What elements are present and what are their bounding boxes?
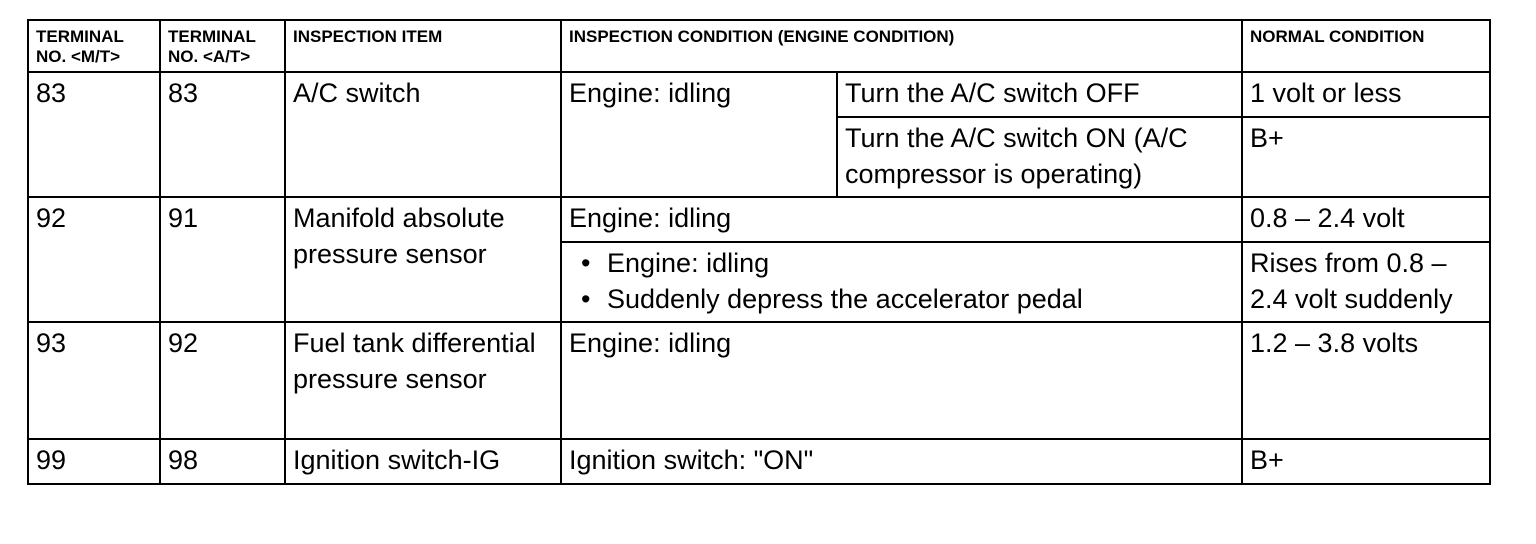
ftp-condition: Engine: idling bbox=[561, 322, 1242, 439]
ac-terminal-mt: 83 bbox=[28, 72, 160, 197]
ftp-terminal-mt: 93 bbox=[28, 322, 160, 439]
ig-inspection-item: Ignition switch-IG bbox=[285, 439, 561, 484]
list-item-text: Engine: idling bbox=[607, 248, 770, 278]
table-row-ac-switch-off bbox=[28, 72, 1490, 117]
list-item bbox=[569, 245, 1235, 281]
ac-on-normal: B+ bbox=[1242, 117, 1490, 197]
list-item-text: Suddenly depress the accelerator pedal bbox=[607, 284, 1083, 314]
header-terminal-at: TERMINAL NO. <A/T> bbox=[160, 20, 285, 72]
table-row-map-idle bbox=[28, 197, 1490, 242]
header-row bbox=[28, 20, 1490, 72]
map-idle-condition: Engine: idling bbox=[561, 197, 1242, 242]
map-terminal-at: 91 bbox=[160, 197, 285, 322]
bullet-icon: • bbox=[581, 248, 591, 278]
ftp-inspection-item: Fuel tank differential pressure sensor bbox=[285, 322, 561, 439]
header-normal-condition: NORMAL CONDITION bbox=[1242, 20, 1490, 72]
ig-terminal-at: 98 bbox=[160, 439, 285, 484]
table-row-fuel-tank-sensor bbox=[28, 322, 1490, 439]
ig-normal: B+ bbox=[1242, 439, 1490, 484]
ac-terminal-at: 83 bbox=[160, 72, 285, 197]
ig-condition: Ignition switch: "ON" bbox=[561, 439, 1242, 484]
ac-off-condition: Turn the A/C switch OFF bbox=[837, 72, 1242, 117]
map-terminal-mt: 92 bbox=[28, 197, 160, 322]
map-accel-condition bbox=[561, 242, 1242, 322]
header-inspection-condition: INSPECTION CONDITION (ENGINE CONDITION) bbox=[561, 20, 1242, 72]
header-terminal-mt: TERMINAL NO. <M/T> bbox=[28, 20, 160, 72]
ac-engine-condition: Engine: idling bbox=[561, 72, 837, 197]
bullet-icon: • bbox=[581, 284, 591, 314]
ftp-normal: 1.2 – 3.8 volts bbox=[1242, 322, 1490, 439]
list-item bbox=[569, 281, 1235, 317]
header-inspection-item: INSPECTION ITEM bbox=[285, 20, 561, 72]
map-accel-normal: Rises from 0.8 – 2.4 volt suddenly bbox=[1242, 242, 1490, 322]
ac-on-condition: Turn the A/C switch ON (A/C compressor is operating) bbox=[837, 117, 1242, 197]
ftp-terminal-at: 92 bbox=[160, 322, 285, 439]
map-inspection-item: Manifold absolute pressure sensor bbox=[285, 197, 561, 322]
table-row-ignition-switch bbox=[28, 439, 1490, 484]
ac-inspection-item: A/C switch bbox=[285, 72, 561, 197]
map-idle-normal: 0.8 – 2.4 volt bbox=[1242, 197, 1490, 242]
ac-off-normal: 1 volt or less bbox=[1242, 72, 1490, 117]
ig-terminal-mt: 99 bbox=[28, 439, 160, 484]
map-accel-condition-list bbox=[569, 245, 1235, 317]
terminal-inspection-table bbox=[27, 19, 1491, 485]
